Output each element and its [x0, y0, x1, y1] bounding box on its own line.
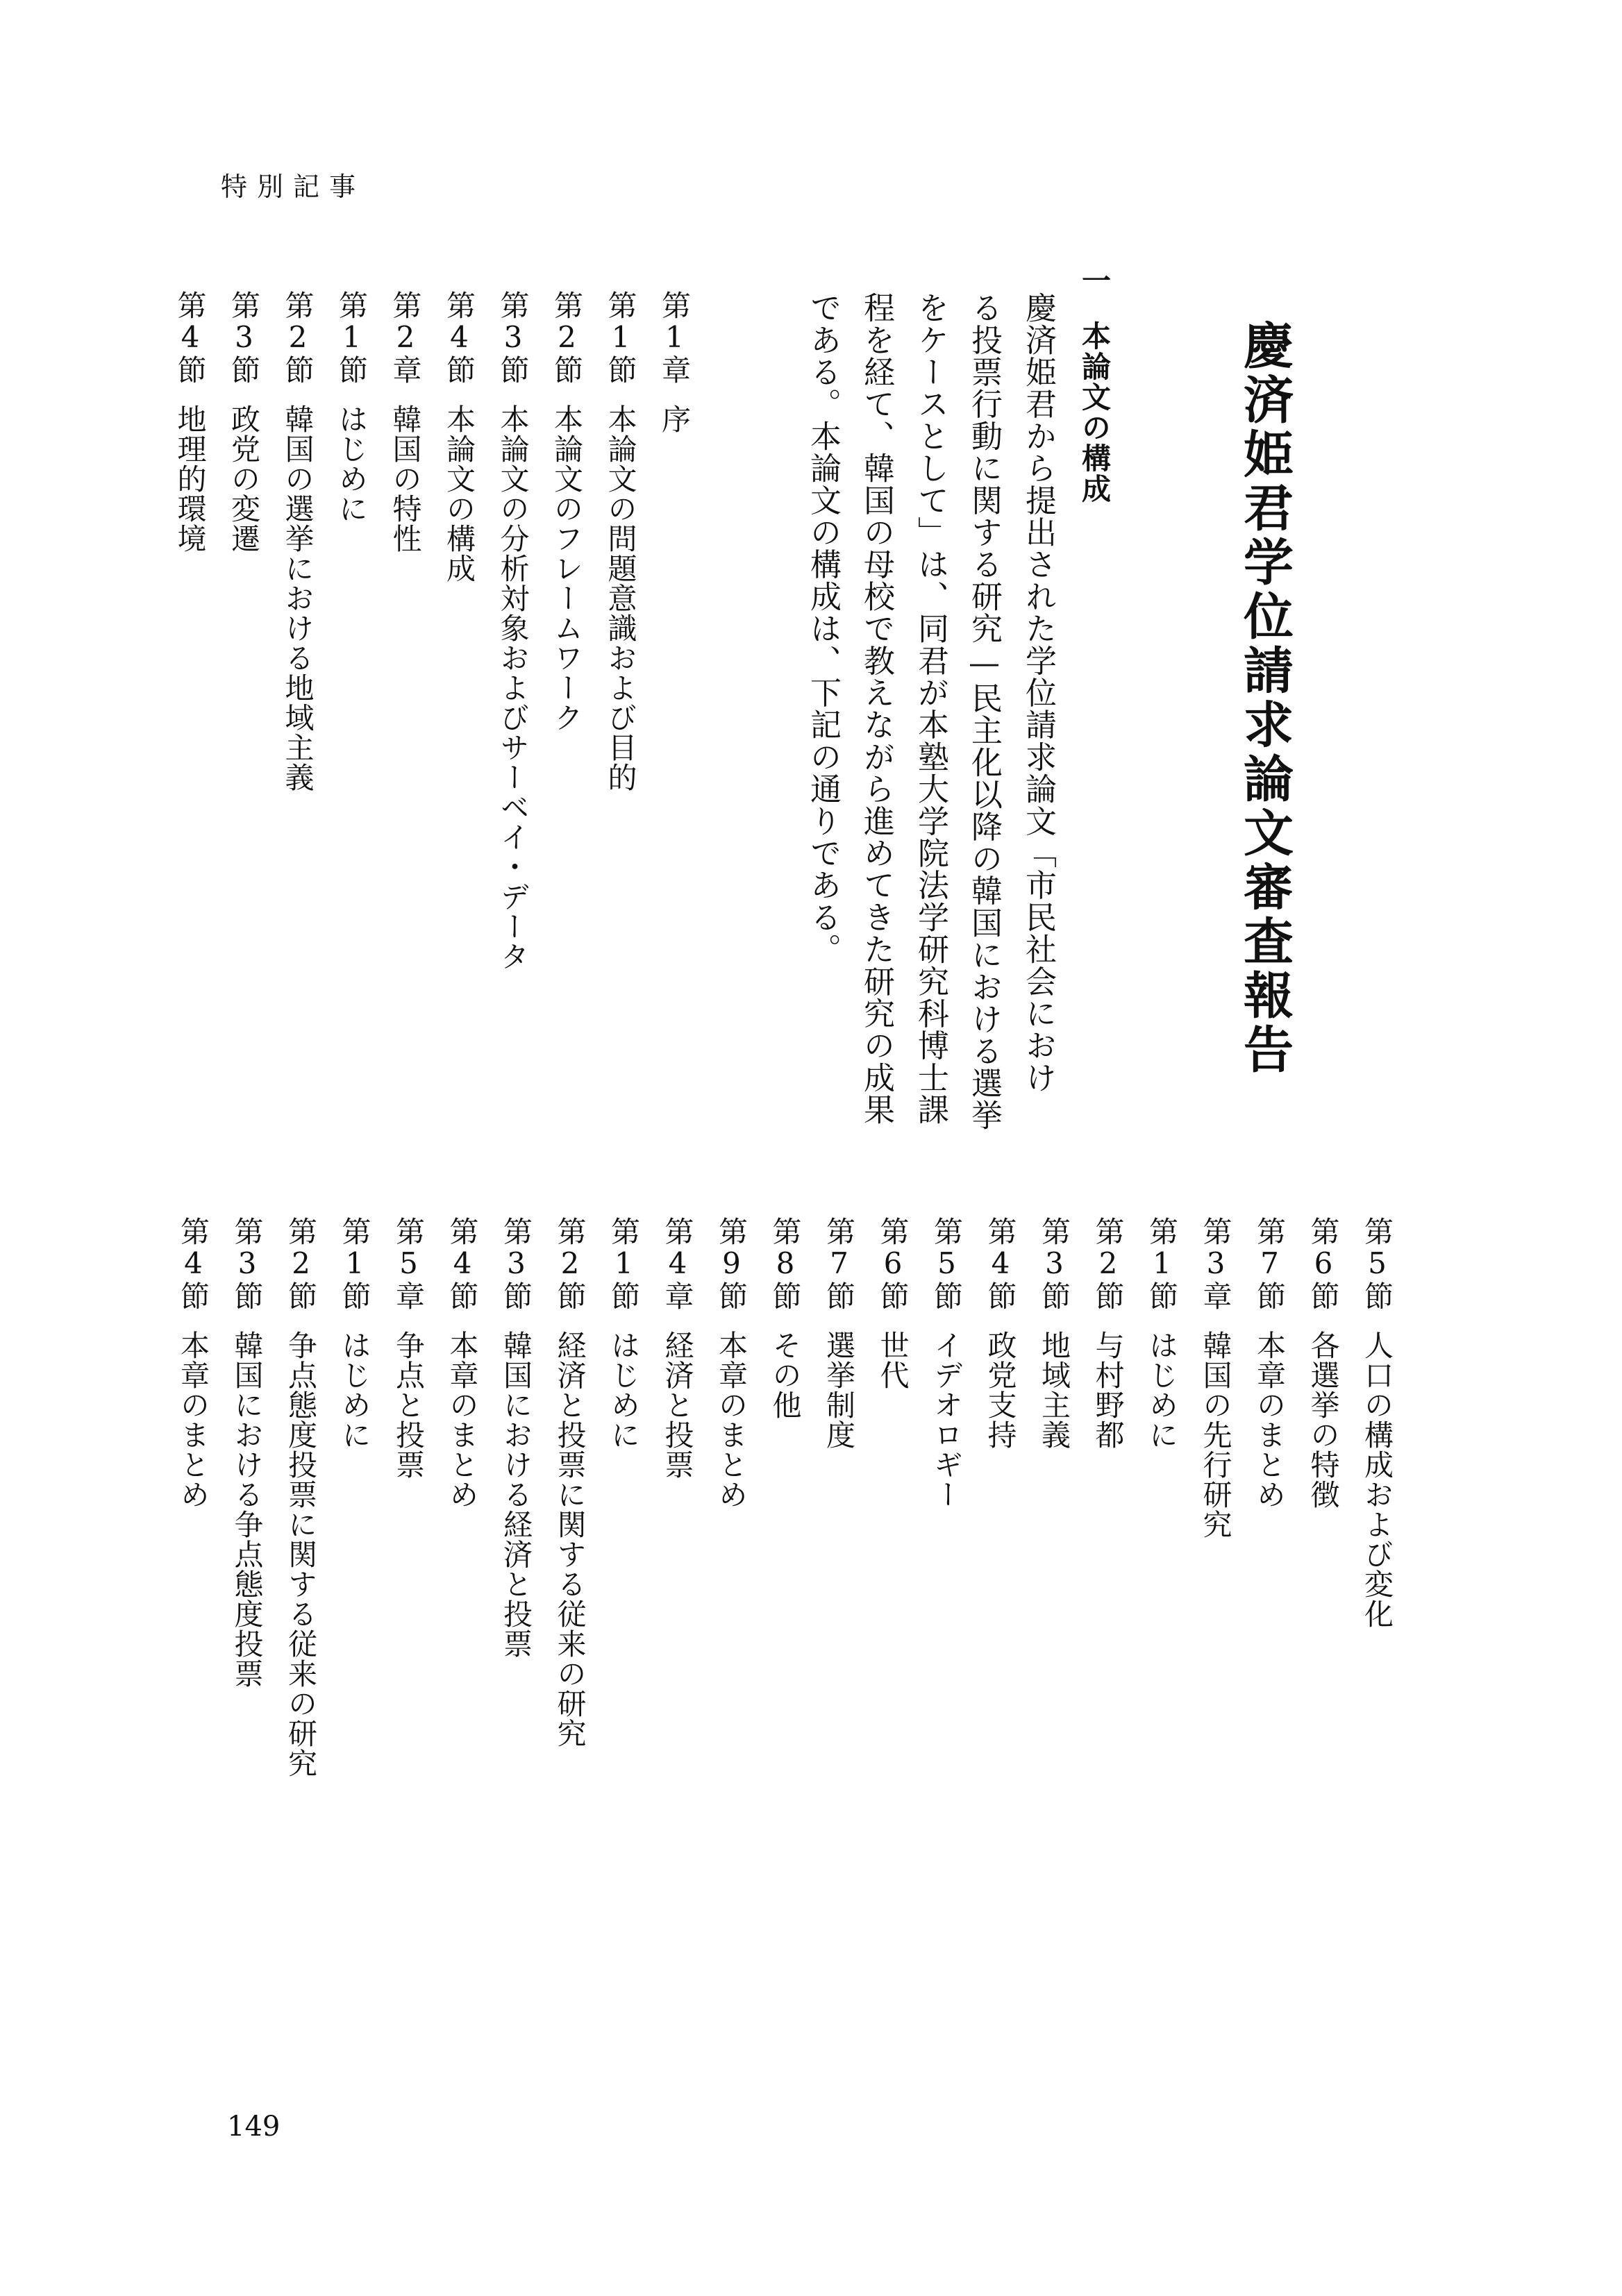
toc-entry-label: 第7節	[822, 1216, 856, 1311]
toc-entry	[983, 1216, 1018, 1450]
section-number: 一	[1078, 265, 1112, 296]
toc-entry	[230, 1216, 265, 1689]
toc-entry-text: 各選挙の特徴	[1306, 1330, 1341, 1509]
page-number: 149	[227, 2111, 281, 2143]
toc-entry-label: 第1節	[337, 1216, 372, 1311]
toc-entry-label: 第3章	[1198, 1216, 1233, 1311]
toc-entry-text: その他	[768, 1330, 803, 1420]
toc-entry-text: はじめに	[335, 404, 369, 523]
toc-entry-text: 本章のまとめ	[445, 1330, 480, 1509]
toc-entry-text: 本章のまとめ	[1253, 1330, 1287, 1509]
toc-entry-text: 与村野都	[1091, 1330, 1126, 1450]
toc-entry	[496, 290, 530, 971]
toc-entry	[337, 1216, 372, 1450]
toc-entry-text: 世代	[876, 1330, 910, 1390]
toc-entry	[822, 1216, 856, 1450]
toc-entry-label: 第3節	[227, 290, 261, 385]
toc-entry-label: 第3節	[230, 1216, 265, 1311]
toc-entry-label: 第3節	[1037, 1216, 1071, 1311]
toc-entry-text: 本章のまとめ	[176, 1330, 210, 1509]
toc-entry-text: イデオロギー	[930, 1330, 964, 1509]
toc-entry	[555, 1216, 585, 1748]
toc-entry	[281, 290, 315, 792]
article-title: 慶済姫君学位請求論文審査報告	[1235, 319, 1294, 1078]
toc-entry-text: 序	[658, 404, 692, 434]
toc-entry-label: 第2節	[284, 1216, 318, 1311]
body-line: である。本論文の構成は、下記の通りである。	[805, 292, 842, 966]
toc-entry-label: 第5章	[392, 1216, 426, 1311]
toc-entry-text: 本論文のフレームワーク	[550, 404, 584, 732]
toc-entry	[499, 1216, 533, 1659]
toc-entry-label: 第4節	[173, 290, 208, 385]
toc-entry	[284, 1216, 318, 1778]
toc-entry-label: 第2節	[1091, 1216, 1126, 1311]
toc-entry	[392, 1216, 426, 1480]
toc-entry	[660, 1216, 695, 1480]
toc-entry	[607, 1216, 641, 1450]
toc-entry-text: 韓国の特性	[388, 404, 423, 553]
body-line: 慶済姫君から提出された学位請求論文「市民社会におけ	[1020, 292, 1057, 1093]
toc-entry-label: 第4節	[983, 1216, 1018, 1311]
toc-entry	[658, 290, 692, 434]
toc-entry-label: 第2節	[281, 290, 315, 385]
toc-entry-text: 韓国における経済と投票	[499, 1330, 533, 1659]
toc-entry-text: 争点態度投票に関する従来の研究	[284, 1330, 318, 1778]
toc-entry-text: はじめに	[337, 1330, 372, 1450]
toc-entry	[768, 1216, 803, 1420]
toc-entry-text: 本論文の構成	[442, 404, 476, 583]
toc-entry-text: 争点と投票	[392, 1330, 426, 1480]
toc-entry-text: 経済と投票に関する従来の研究	[553, 1330, 587, 1748]
body-line: 程を経て、韓国の母校で教えながら進めてきた研究の成果	[858, 292, 895, 1126]
section-heading-text: 本論文の構成	[1078, 321, 1112, 504]
toc-entry	[178, 1216, 208, 1509]
toc-entry	[930, 1216, 964, 1509]
toc-entry-label: 第9節	[714, 1216, 749, 1311]
toc-entry	[550, 290, 584, 732]
section-heading	[1078, 265, 1112, 504]
toc-entry-label: 第8節	[768, 1216, 803, 1311]
toc-entry-text: 韓国の先行研究	[1198, 1330, 1233, 1539]
body-line: る投票行動に関する研究—民主化以降の韓国における選挙	[966, 292, 1003, 1132]
toc-entry-text: 地域主義	[1037, 1330, 1071, 1450]
toc-entry-text: 本章のまとめ	[714, 1330, 749, 1509]
toc-entry	[878, 1216, 908, 1390]
toc-entry-label: 第4章	[660, 1216, 695, 1311]
toc-entry-label: 第2節	[553, 1216, 587, 1311]
toc-entry	[603, 290, 638, 792]
toc-entry-text: 政党支持	[983, 1330, 1018, 1450]
toc-entry	[1091, 1216, 1126, 1450]
toc-entry	[1360, 1216, 1394, 1629]
toc-entry-label: 第7節	[1253, 1216, 1287, 1311]
toc-entry	[335, 290, 369, 523]
toc-entry-text: はじめに	[607, 1330, 641, 1450]
toc-entry	[1306, 1216, 1341, 1509]
toc-entry-label: 第6節	[1306, 1216, 1341, 1311]
running-header: 特別記事	[221, 171, 366, 202]
toc-entry-label: 第4節	[442, 290, 476, 385]
toc-entry-text: 本論文の分析対象およびサーベイ・データ	[496, 404, 530, 971]
toc-entry	[1039, 1216, 1069, 1450]
toc-entry-text: はじめに	[1145, 1330, 1179, 1450]
toc-entry-label: 第1章	[658, 290, 692, 385]
toc-entry-text: 経済と投票	[660, 1330, 695, 1480]
toc-entry	[173, 290, 208, 553]
toc-entry	[714, 1216, 749, 1509]
toc-entry-label: 第1節	[1145, 1216, 1179, 1311]
toc-entry-label: 第4節	[176, 1216, 210, 1311]
toc-entry-text: 本論文の問題意識および目的	[603, 404, 638, 792]
toc-entry-text: 韓国における争点態度投票	[230, 1330, 265, 1689]
toc-entry-label: 第1節	[607, 1216, 641, 1311]
toc-entry	[1253, 1216, 1287, 1509]
toc-entry	[1198, 1216, 1233, 1539]
toc-entry-label: 第5節	[1360, 1216, 1394, 1311]
toc-entry-label: 第2節	[550, 290, 584, 385]
toc-entry-label: 第6節	[876, 1216, 910, 1311]
toc-entry-label: 第1節	[335, 290, 369, 385]
toc-entry-label: 第5節	[930, 1216, 964, 1311]
toc-entry	[444, 290, 474, 583]
toc-entry	[445, 1216, 480, 1509]
toc-entry-label: 第4節	[445, 1216, 480, 1311]
toc-entry-text: 人口の構成および変化	[1360, 1330, 1394, 1629]
toc-entry-label: 第1節	[603, 290, 638, 385]
toc-entry	[227, 290, 261, 553]
toc-entry	[1145, 1216, 1179, 1450]
toc-entry-label: 第3節	[499, 1216, 533, 1311]
toc-entry	[388, 290, 423, 553]
toc-entry-label: 第2章	[388, 290, 423, 385]
toc-entry-text: 韓国の選挙における地域主義	[281, 404, 315, 792]
toc-entry-text: 地理的環境	[173, 404, 208, 553]
body-line: をケースとして」は、同君が本塾大学院法学研究科博士課	[912, 292, 949, 1126]
toc-entry-label: 第3節	[496, 290, 530, 385]
toc-entry-text: 政党の変遷	[227, 404, 261, 553]
toc-entry-text: 選挙制度	[822, 1330, 856, 1450]
